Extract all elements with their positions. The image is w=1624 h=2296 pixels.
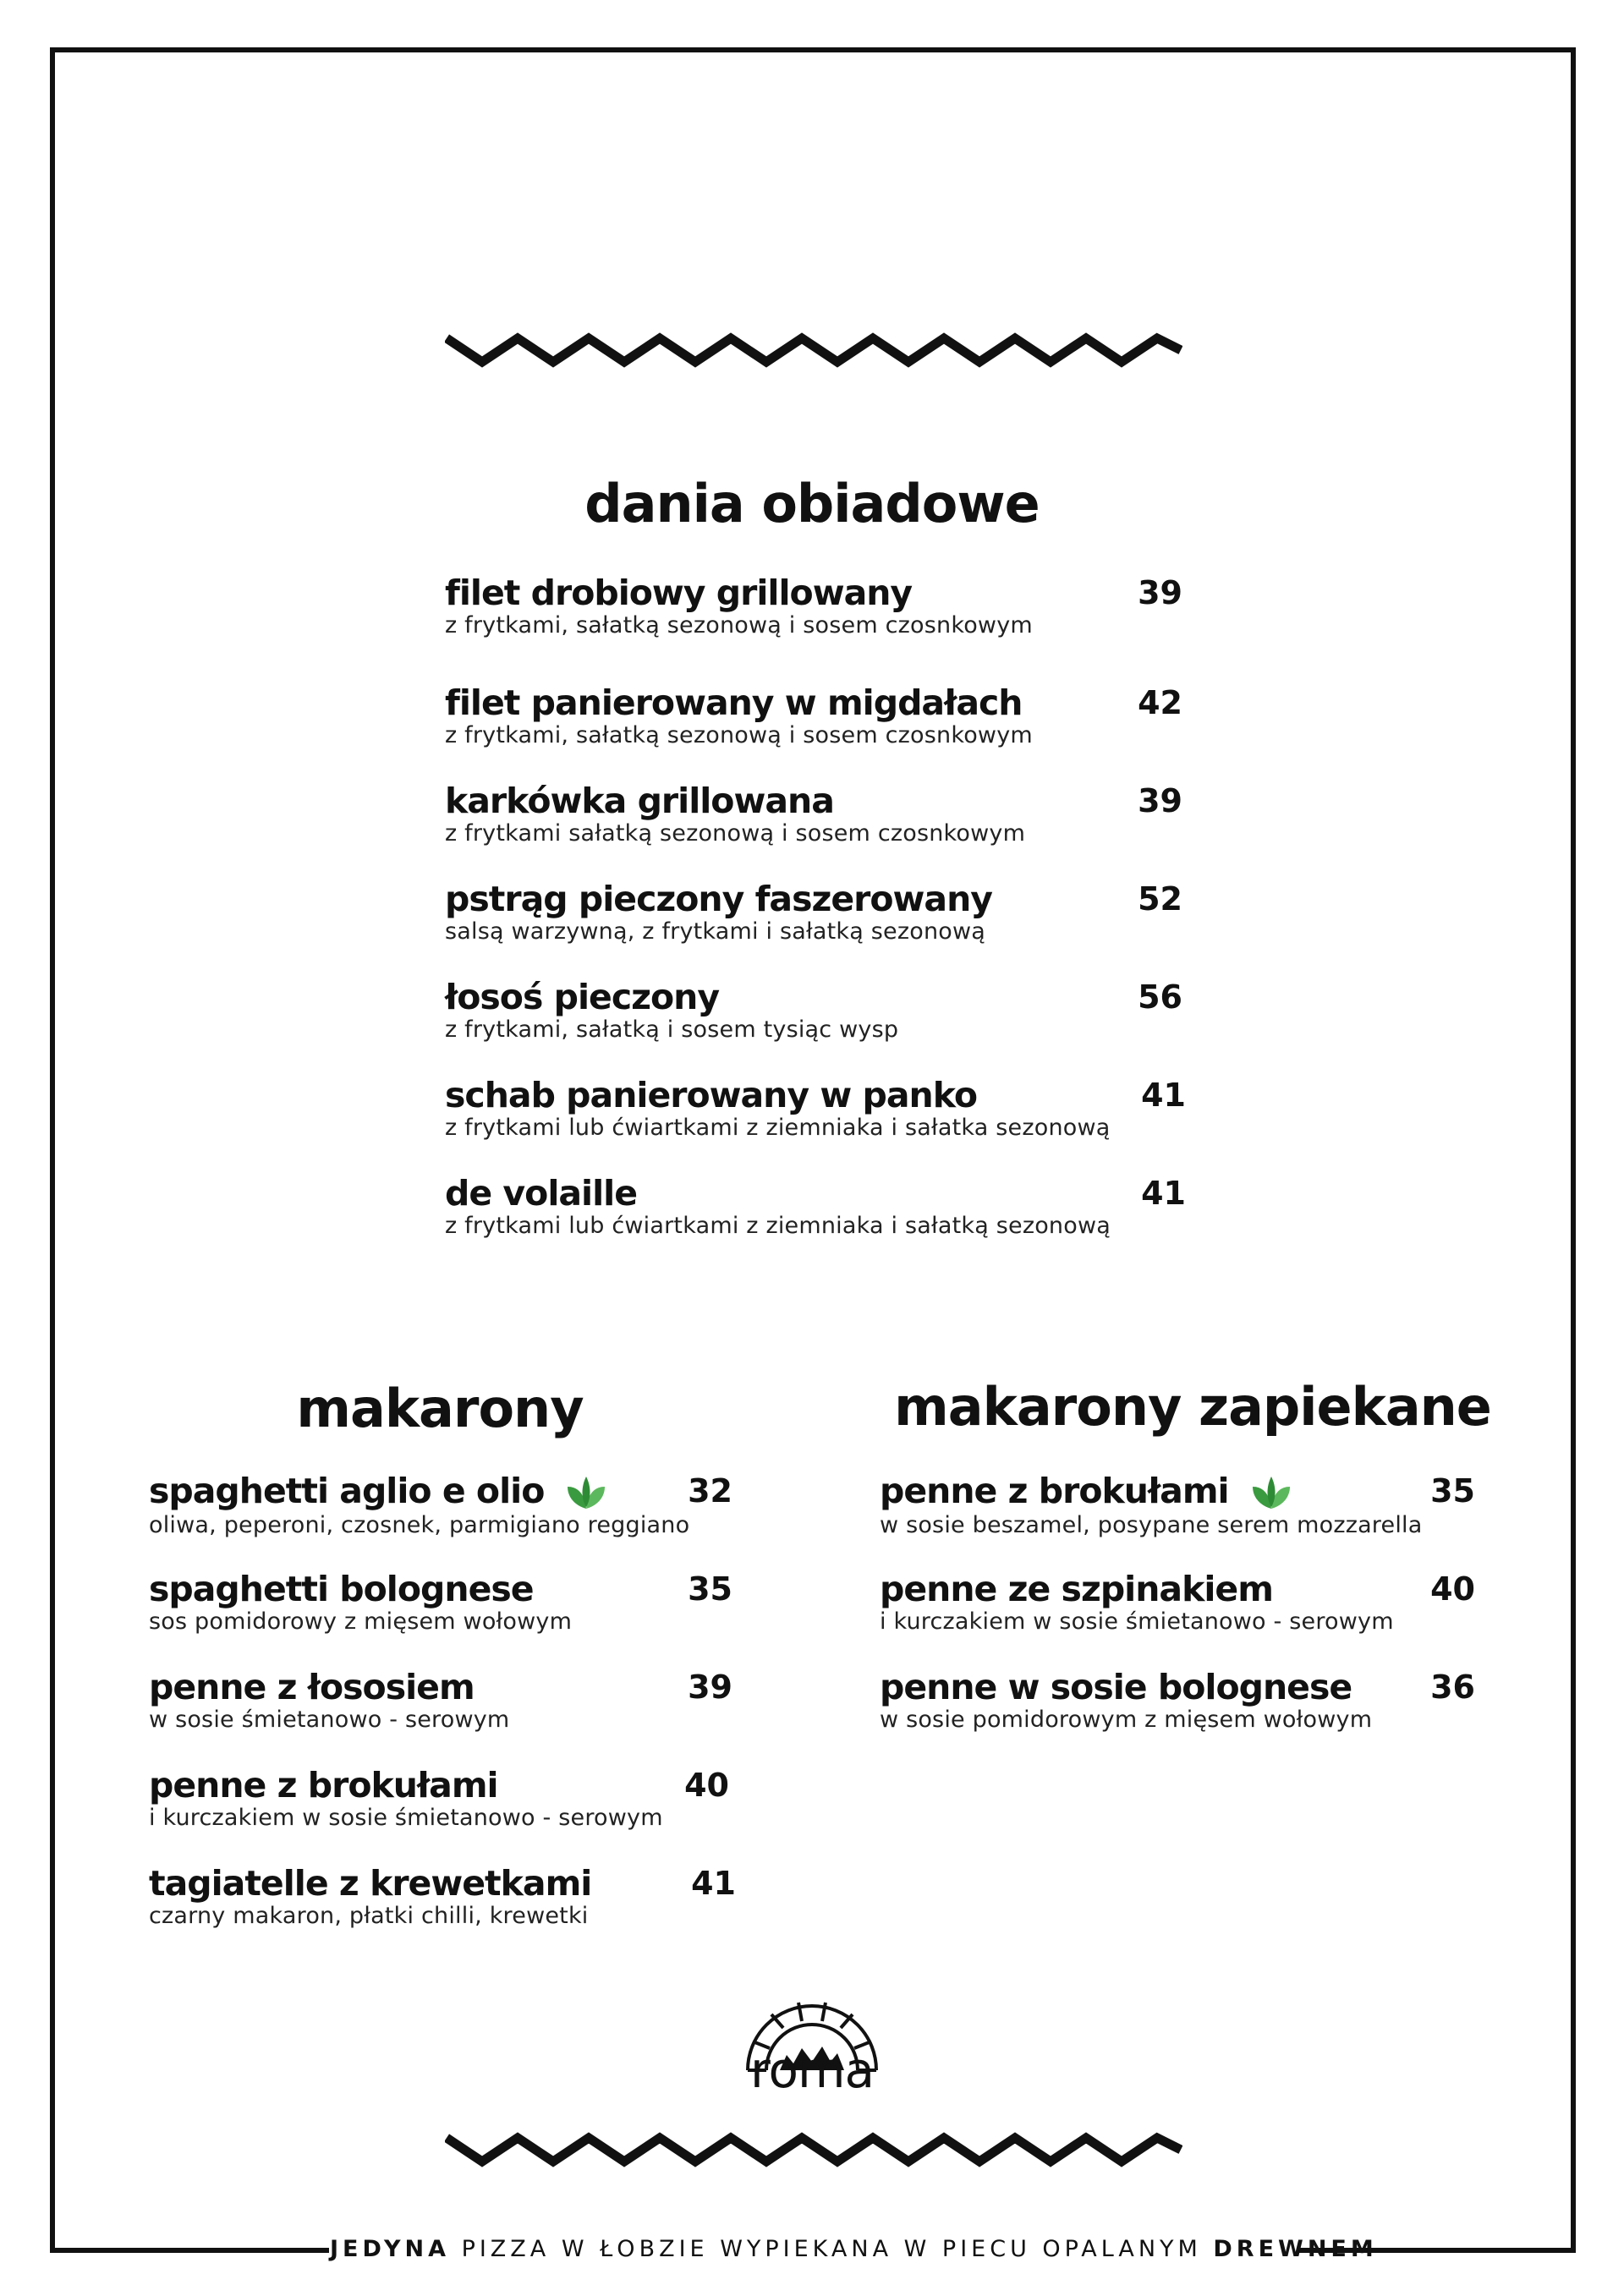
menu-item-price: 35 bbox=[688, 1570, 732, 1608]
menu-item-description: z frytkami, sałatką sezonową i sosem czosnkowym bbox=[445, 722, 1033, 748]
menu-item bbox=[445, 781, 1182, 847]
zigzag-divider-icon bbox=[445, 332, 1182, 369]
menu-item-price: 42 bbox=[1138, 684, 1182, 721]
leaf-icon bbox=[1248, 1475, 1295, 1512]
menu-item bbox=[149, 1668, 732, 1734]
menu-item-name-text: penne z łososiem bbox=[149, 1667, 475, 1707]
menu-item-price: 35 bbox=[1430, 1472, 1475, 1510]
menu-item-name bbox=[149, 1766, 732, 1805]
menu-item-price: 52 bbox=[1138, 880, 1182, 918]
menu-item-description: oliwa, peperoni, czosnek, parmigiano reggiano bbox=[149, 1512, 690, 1538]
menu-item-name-text: penne z brokułami bbox=[149, 1765, 498, 1806]
menu-item-name-text: spaghetti bolognese bbox=[149, 1569, 534, 1609]
frame-border-bottom-left bbox=[50, 2248, 329, 2253]
menu-item-name bbox=[445, 781, 1182, 820]
menu-item-description: z frytkami sałatką sezonową i sosem czosnkowym bbox=[445, 820, 1026, 847]
menu-item-name-text: tagiatelle z krewetkami bbox=[149, 1863, 592, 1904]
menu-item-description: i kurczakiem w sosie śmietanowo - serowym bbox=[880, 1608, 1394, 1635]
menu-item bbox=[149, 1766, 732, 1832]
footer-tagline-bold-end: DREWNEM bbox=[1213, 2236, 1378, 2262]
zigzag-divider-bottom-icon bbox=[445, 2131, 1182, 2168]
menu-item-price: 36 bbox=[1430, 1669, 1475, 1706]
menu-item bbox=[445, 978, 1182, 1044]
menu-item-description: z frytkami lub ćwiartkami z ziemniaka i sałatką sezonową bbox=[445, 1213, 1111, 1239]
menu-item bbox=[149, 1863, 736, 1930]
menu-item-description: z frytkami lub ćwiartkami z ziemniaka i sałatka sezonową bbox=[445, 1115, 1111, 1141]
menu-item-name bbox=[445, 1076, 1182, 1115]
logo-wordmark: roma bbox=[749, 2041, 875, 2099]
menu-item bbox=[149, 1570, 732, 1636]
menu-item-price: 41 bbox=[691, 1865, 736, 1902]
menu-item bbox=[445, 1075, 1186, 1142]
menu-item bbox=[445, 573, 1182, 639]
menu-item-name-text: filet panierowany w migdałach bbox=[445, 682, 1023, 723]
menu-item-price: 41 bbox=[1141, 1175, 1186, 1212]
menu-item bbox=[880, 1570, 1475, 1636]
menu-item-name-text: de volaille bbox=[445, 1173, 638, 1214]
menu-item-name bbox=[445, 1174, 1182, 1213]
menu-item-description: z frytkami, sałatką sezonową i sosem czosnkowym bbox=[445, 612, 1033, 638]
leaf-icon bbox=[562, 1475, 610, 1512]
menu-item-name-text: spaghetti aglio e olio bbox=[149, 1471, 545, 1511]
menu-item-description: i kurczakiem w sosie śmietanowo - serowym bbox=[149, 1805, 663, 1831]
menu-item bbox=[445, 879, 1182, 945]
menu-item bbox=[880, 1471, 1475, 1539]
menu-item-name bbox=[880, 1570, 1475, 1608]
menu-item-description: w sosie śmietanowo - serowym bbox=[149, 1707, 510, 1733]
menu-item-description: salsą warzywną, z frytkami i sałatką sezonową bbox=[445, 918, 986, 945]
footer-tagline bbox=[330, 2236, 1378, 2262]
menu-item-name-text: schab panierowany w panko bbox=[445, 1075, 978, 1115]
menu-item-name bbox=[880, 1668, 1475, 1707]
frame-border-top bbox=[50, 47, 1576, 52]
menu-item-name bbox=[445, 978, 1182, 1016]
menu-item-price: 56 bbox=[1138, 978, 1182, 1016]
section-title-makarony: makarony bbox=[296, 1378, 584, 1439]
menu-item-name bbox=[880, 1471, 1475, 1512]
menu-item-price: 32 bbox=[688, 1472, 732, 1510]
menu-item-name bbox=[445, 683, 1182, 722]
menu-item-name-text: penne z brokułami bbox=[880, 1471, 1229, 1511]
section-title-makarony-zapiekane: makarony zapiekane bbox=[894, 1376, 1491, 1438]
menu-item-name-text: penne ze szpinakiem bbox=[880, 1569, 1273, 1609]
menu-item-name-text: filet drobiowy grillowany bbox=[445, 573, 913, 613]
menu-item-description: w sosie beszamel, posypane serem mozzarella bbox=[880, 1512, 1423, 1538]
menu-item-description: w sosie pomidorowym z mięsem wołowym bbox=[880, 1707, 1373, 1733]
menu-item bbox=[880, 1668, 1475, 1734]
menu-item-description: z frytkami, sałatką i sosem tysiąc wysp bbox=[445, 1016, 899, 1043]
menu-item-price: 40 bbox=[1430, 1570, 1475, 1608]
frame-border-right bbox=[1571, 47, 1576, 2253]
menu-item-description: czarny makaron, płatki chilli, krewetki bbox=[149, 1903, 589, 1929]
frame-border-left bbox=[50, 47, 55, 2253]
menu-item bbox=[445, 683, 1182, 749]
section-title-dania-obiadowe: dania obiadowe bbox=[584, 473, 1040, 534]
menu-item-price: 41 bbox=[1141, 1077, 1186, 1114]
menu-item-name bbox=[149, 1471, 732, 1512]
menu-item bbox=[445, 1173, 1186, 1240]
menu-item-description: sos pomidorowy z mięsem wołowym bbox=[149, 1608, 573, 1635]
menu-item-name-text: pstrąg pieczony faszerowany bbox=[445, 879, 993, 919]
menu-item-name-text: łosoś pieczony bbox=[445, 977, 720, 1017]
menu-item-price: 39 bbox=[1138, 782, 1182, 819]
menu-item-name bbox=[149, 1864, 732, 1903]
menu-item-name bbox=[445, 573, 1182, 612]
menu-item-name bbox=[149, 1668, 732, 1707]
menu-item-name-text: karkówka grillowana bbox=[445, 781, 834, 821]
menu-item-name bbox=[445, 879, 1182, 918]
menu-item-price: 40 bbox=[684, 1767, 729, 1804]
menu-item bbox=[149, 1471, 732, 1539]
menu-item-name bbox=[149, 1570, 732, 1608]
menu-item-price: 39 bbox=[688, 1669, 732, 1706]
menu-item-name-text: penne w sosie bolognese bbox=[880, 1667, 1352, 1707]
footer-tagline-middle: PIZZA W ŁOBZIE WYPIEKANA W PIECU OPALANYM bbox=[449, 2236, 1214, 2262]
menu-item-price: 39 bbox=[1138, 574, 1182, 611]
footer-tagline-bold-start: JEDYNA bbox=[330, 2236, 450, 2262]
